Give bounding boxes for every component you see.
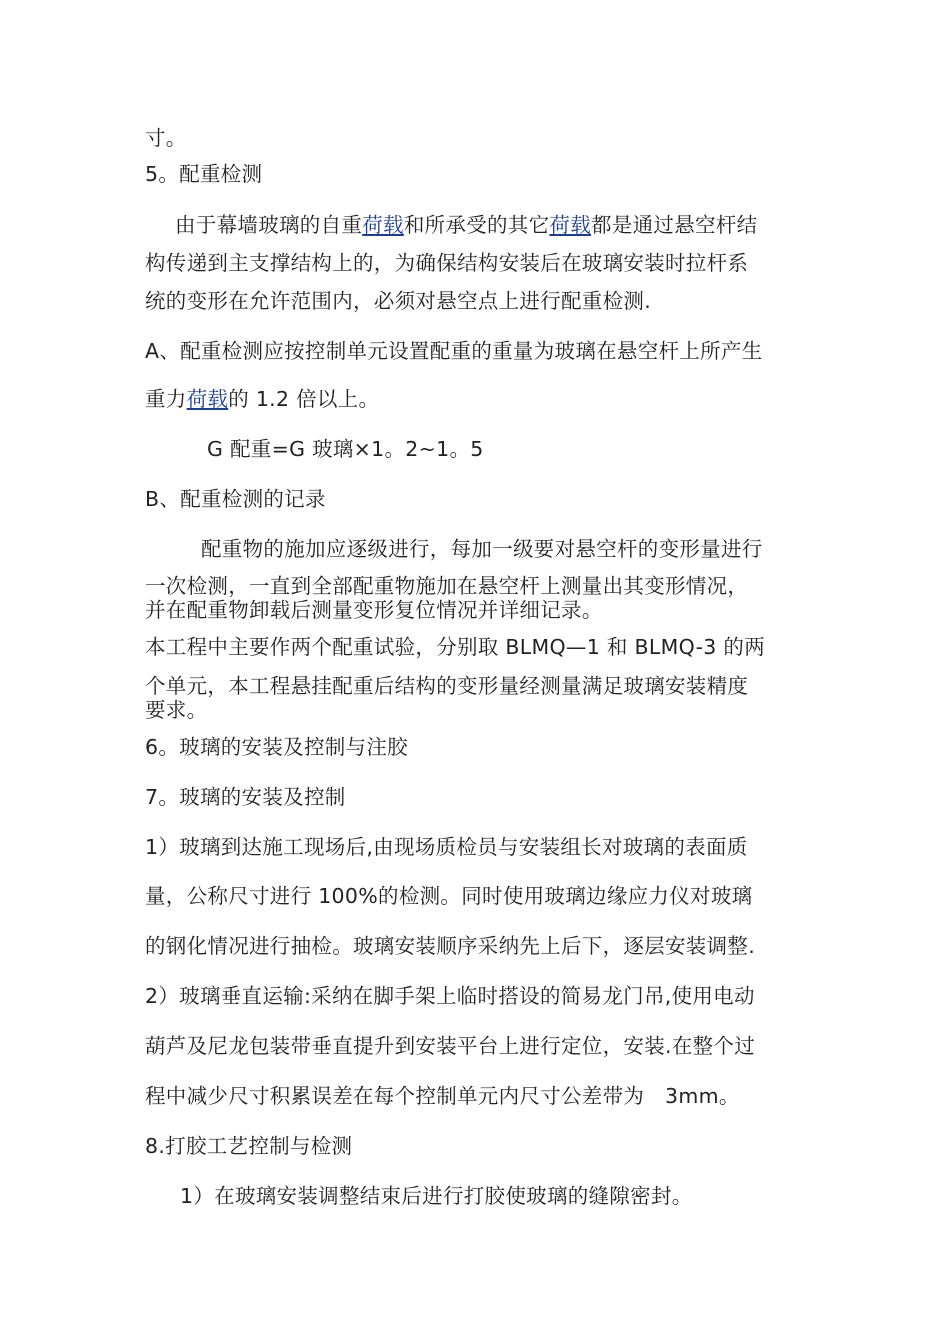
link-load[interactable]: 荷载: [549, 213, 592, 237]
paragraph-line: 要求。: [145, 698, 208, 722]
text-span: 和所承受的其它: [403, 213, 550, 237]
link-load[interactable]: 荷载: [362, 213, 404, 237]
paragraph-line: [175, 211, 757, 239]
text-span: 的 1.2 倍以上。: [228, 387, 380, 411]
formula-line: G 配重=G 玻璃×1。2~1。5: [207, 437, 484, 461]
paragraph-line: 并在配重物卸载后测量变形复位情况并详细记录。: [145, 598, 603, 622]
paragraph-line: 葫芦及尼龙包装带垂直提升到安装平台上进行定位，安装.在整个过: [145, 1034, 756, 1058]
section-heading-8: 8.打胶工艺控制与检测: [145, 1134, 353, 1158]
paragraph-line: 本工程中主要作两个配重试验，分别取 BLMQ—1 和 BLMQ-3 的两: [145, 635, 766, 659]
paragraph-line: 个单元，本工程悬挂配重后结构的变形量经测量满足玻璃安装精度: [145, 674, 749, 698]
section-heading-7: 7。玻璃的安装及控制: [145, 785, 346, 809]
paragraph-line: 程中减少尺寸积累误差在每个控制单元内尺寸公差带为 3mm。: [145, 1084, 740, 1108]
paragraph-line: 1）在玻璃安装调整结束后进行打胶使玻璃的缝隙密封。: [180, 1184, 693, 1208]
paragraph-line: 一次检测，一直到全部配重物施加在悬空杆上测量出其变形情况，: [145, 574, 749, 598]
paragraph-line: 统的变形在允许范围内，必须对悬空点上进行配重检测.: [145, 289, 652, 313]
text-line: 寸。: [145, 126, 187, 150]
text-span: 重力: [145, 387, 187, 411]
link-load[interactable]: 荷载: [186, 387, 229, 411]
section-heading-6: 6。玻璃的安装及控制与注胶: [145, 735, 408, 759]
paragraph-line: A、配重检测应按控制单元设置配重的重量为玻璃在悬空杆上所产生: [145, 339, 763, 363]
subheading-b: B、配重检测的记录: [145, 487, 326, 511]
paragraph-line: 构传递到主支撑结构上的，为确保结构安装后在玻璃安装时拉杆系: [145, 251, 749, 275]
paragraph-line: 1）玻璃到达施工现场后,由现场质检员与安装组长对玻璃的表面质: [145, 835, 748, 859]
section-heading-5: 5。配重检测: [145, 162, 263, 186]
paragraph-line: 的钢化情况进行抽检。玻璃安装顺序采纳先上后下，逐层安装调整.: [145, 934, 756, 958]
paragraph-line: 配重物的施加应逐级进行，每加一级要对悬空杆的变形量进行: [201, 537, 763, 561]
paragraph-line: [145, 385, 379, 413]
paragraph-line: 2）玻璃垂直运输:采纳在脚手架上临时搭设的简易龙门吊,使用电动: [145, 984, 755, 1008]
text-span: 都是通过悬空杆结: [591, 213, 758, 237]
text-span: 由于幕墙玻璃的自重: [175, 213, 363, 237]
paragraph-line: 量，公称尺寸进行 100%的检测。同时使用玻璃边缘应力仪对玻璃: [145, 884, 753, 908]
